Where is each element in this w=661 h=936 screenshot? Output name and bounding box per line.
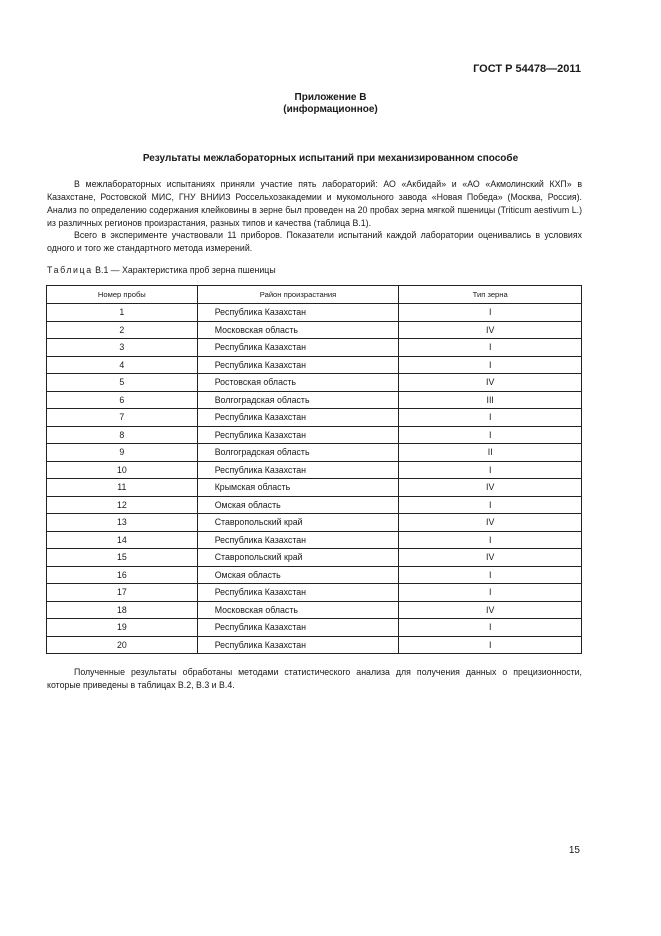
intro-paragraph: В межлабораторных испытаниях приняли участие пять лабораторий: АО «Акбидай» и «АО «Акмолинский КХП» в Казахстане, Ростовской МИС, ГНУ ВНИИЗ Россельхозакадемии и мукомольного завода «Новая Победа» (Москва, Россия). Анализ по определению содержания клейковины в зерне был проведен на 20 пробах зерна мягкой пшеницы (Triticum aestivum L.) из различных регионов произрастания, разных типов и качества (таблица В.1). [47, 179, 582, 228]
cell-growing-region: Крымская область [197, 479, 399, 497]
cell-sample-number: 13 [47, 514, 198, 532]
cell-grain-type: I [399, 619, 582, 637]
cell-sample-number: 18 [47, 601, 198, 619]
cell-sample-number: 3 [47, 339, 198, 357]
cell-sample-number: 2 [47, 321, 198, 339]
table-row [47, 479, 582, 497]
cell-growing-region: Республика Казахстан [197, 461, 399, 479]
cell-growing-region: Республика Казахстан [197, 636, 399, 654]
cell-growing-region: Республика Казахстан [197, 356, 399, 374]
cell-grain-type: I [399, 461, 582, 479]
table-row [47, 584, 582, 602]
cell-grain-type: I [399, 304, 582, 322]
table-row [47, 496, 582, 514]
table-header-row [47, 286, 582, 304]
table-row [47, 636, 582, 654]
cell-sample-number: 10 [47, 461, 198, 479]
cell-grain-type: I [399, 496, 582, 514]
table-row [47, 601, 582, 619]
cell-grain-type: I [399, 339, 582, 357]
cell-sample-number: 5 [47, 374, 198, 392]
table-row [47, 514, 582, 532]
cell-growing-region: Ставропольский край [197, 514, 399, 532]
header-sample-number: Номер пробы [47, 286, 198, 304]
cell-sample-number: 7 [47, 409, 198, 427]
cell-growing-region: Ростовская область [197, 374, 399, 392]
standard-designation: ГОСТ Р 54478—2011 [473, 63, 581, 75]
table-caption-label: Таблица [47, 265, 93, 275]
cell-sample-number: 20 [47, 636, 198, 654]
cell-growing-region: Волгоградская область [197, 391, 399, 409]
table-row [47, 391, 582, 409]
cell-grain-type: II [399, 444, 582, 462]
cell-growing-region: Республика Казахстан [197, 339, 399, 357]
cell-grain-type: I [399, 356, 582, 374]
cell-sample-number: 6 [47, 391, 198, 409]
table-caption-text: В.1 — Характеристика проб зерна пшеницы [92, 265, 276, 275]
cell-growing-region: Волгоградская область [197, 444, 399, 462]
cell-sample-number: 17 [47, 584, 198, 602]
cell-sample-number: 4 [47, 356, 198, 374]
cell-growing-region: Республика Казахстан [197, 426, 399, 444]
results-paragraph: Полученные результаты обработаны методами статистического анализа для получения данных о прецизионности, которые приведены в таблицах В.2, В.3 и В.4. [47, 667, 582, 690]
table-row [47, 444, 582, 462]
cell-grain-type: IV [399, 321, 582, 339]
table-row [47, 619, 582, 637]
cell-sample-number: 16 [47, 566, 198, 584]
cell-grain-type: IV [399, 601, 582, 619]
header-growing-region: Район произрастания [197, 286, 399, 304]
cell-sample-number: 15 [47, 549, 198, 567]
table-row [47, 304, 582, 322]
cell-sample-number: 9 [47, 444, 198, 462]
table-row [47, 374, 582, 392]
table-row [47, 566, 582, 584]
cell-grain-type: IV [399, 514, 582, 532]
cell-grain-type: I [399, 584, 582, 602]
cell-grain-type: IV [399, 374, 582, 392]
table-row [47, 549, 582, 567]
cell-growing-region: Республика Казахстан [197, 409, 399, 427]
table-row [47, 339, 582, 357]
cell-sample-number: 11 [47, 479, 198, 497]
appendix-subtitle: (информационное) [283, 104, 378, 115]
samples-table [46, 285, 582, 654]
cell-growing-region: Московская область [197, 601, 399, 619]
cell-growing-region: Московская область [197, 321, 399, 339]
cell-growing-region: Омская область [197, 566, 399, 584]
table-row [47, 426, 582, 444]
cell-grain-type: IV [399, 479, 582, 497]
section-title: Результаты межлабораторных испытаний при механизированном способе [142, 153, 519, 164]
table-body [47, 304, 582, 654]
table-row [47, 321, 582, 339]
cell-grain-type: I [399, 636, 582, 654]
cell-sample-number: 1 [47, 304, 198, 322]
cell-grain-type: I [399, 409, 582, 427]
page-number: 15 [568, 845, 580, 856]
table-row [47, 356, 582, 374]
cell-growing-region: Омская область [197, 496, 399, 514]
devices-paragraph: Всего в эксперименте участвовали 11 приборов. Показатели испытаний каждой лаборатории оценивались в условиях одного и того же стандартного метода измерений. [47, 230, 582, 253]
cell-grain-type: IV [399, 549, 582, 567]
cell-sample-number: 8 [47, 426, 198, 444]
cell-grain-type: I [399, 566, 582, 584]
cell-growing-region: Республика Казахстан [197, 619, 399, 637]
appendix-title: Приложение В [294, 92, 367, 103]
header-grain-type: Тип зерна [399, 286, 582, 304]
table-caption [47, 265, 276, 275]
cell-growing-region: Республика Казахстан [197, 304, 399, 322]
cell-grain-type: I [399, 531, 582, 549]
cell-grain-type: I [399, 426, 582, 444]
appendix-heading [0, 92, 661, 116]
cell-sample-number: 12 [47, 496, 198, 514]
cell-sample-number: 19 [47, 619, 198, 637]
table-row [47, 461, 582, 479]
cell-growing-region: Республика Казахстан [197, 531, 399, 549]
cell-grain-type: III [399, 391, 582, 409]
table-row [47, 531, 582, 549]
cell-sample-number: 14 [47, 531, 198, 549]
table-row [47, 409, 582, 427]
cell-growing-region: Республика Казахстан [197, 584, 399, 602]
cell-growing-region: Ставропольский край [197, 549, 399, 567]
